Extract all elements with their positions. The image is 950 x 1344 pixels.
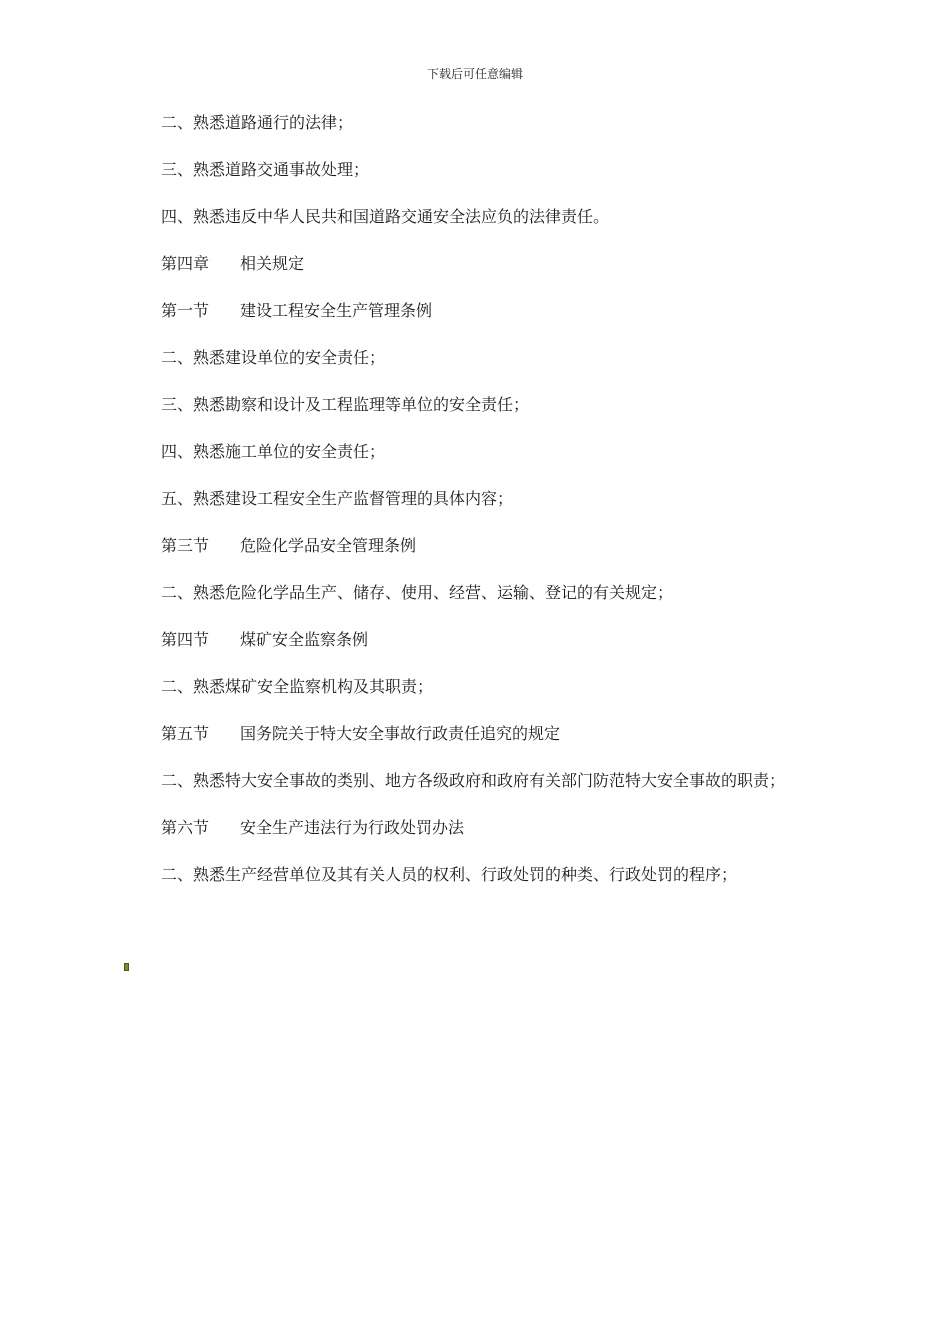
section-heading: [125, 252, 825, 276]
section-heading: [125, 534, 825, 558]
list-item: 三、熟悉道路交通事故处理；: [161, 160, 370, 179]
list-item: 三、熟悉勘察和设计及工程监理等单位的安全责任；: [161, 395, 530, 414]
list-item: 四、熟悉施工单位的安全责任；: [161, 442, 386, 461]
section-title: 建设工程安全生产管理条例: [240, 301, 433, 320]
list-item: 二、熟悉建设单位的安全责任；: [161, 348, 386, 367]
section-number: 第一节: [161, 301, 210, 320]
section-title: 危险化学品安全管理条例: [240, 536, 417, 555]
section-number: 第三节: [161, 536, 210, 555]
section-title: 相关规定: [240, 254, 305, 273]
list-item: 四、熟悉违反中华人民共和国道路交通安全法应负的法律责任。: [161, 207, 610, 226]
section-heading: [125, 816, 825, 840]
section-number: 第四节: [161, 630, 210, 649]
section-heading: [125, 299, 825, 323]
document-body: [125, 111, 825, 910]
list-item: 二、熟悉煤矿安全监察机构及其职责；: [161, 677, 434, 696]
list-item: 二、熟悉特大安全事故的类别、地方各级政府和政府有关部门防范特大安全事故的职责；: [161, 771, 786, 790]
section-heading: [125, 722, 825, 746]
list-item: 二、熟悉危险化学品生产、储存、使用、经营、运输、登记的有关规定；: [161, 583, 674, 602]
section-number: 第六节: [161, 818, 210, 837]
section-number: 第五节: [161, 724, 210, 743]
list-item: 二、熟悉道路通行的法律；: [161, 113, 354, 132]
section-number: 第四章: [161, 254, 210, 273]
list-item: 二、熟悉生产经营单位及其有关人员的权利、行政处罚的种类、行政处罚的程序；: [161, 865, 738, 884]
section-title: 国务院关于特大安全事故行政责任追究的规定: [240, 724, 561, 743]
page-header: 下载后可任意编辑: [426, 67, 523, 81]
list-item: 五、熟悉建设工程安全生产监督管理的具体内容；: [161, 489, 514, 508]
page-marker: [124, 963, 129, 971]
section-heading: [125, 628, 825, 652]
section-title: 安全生产违法行为行政处罚办法: [240, 818, 465, 837]
section-title: 煤矿安全监察条例: [240, 630, 369, 649]
